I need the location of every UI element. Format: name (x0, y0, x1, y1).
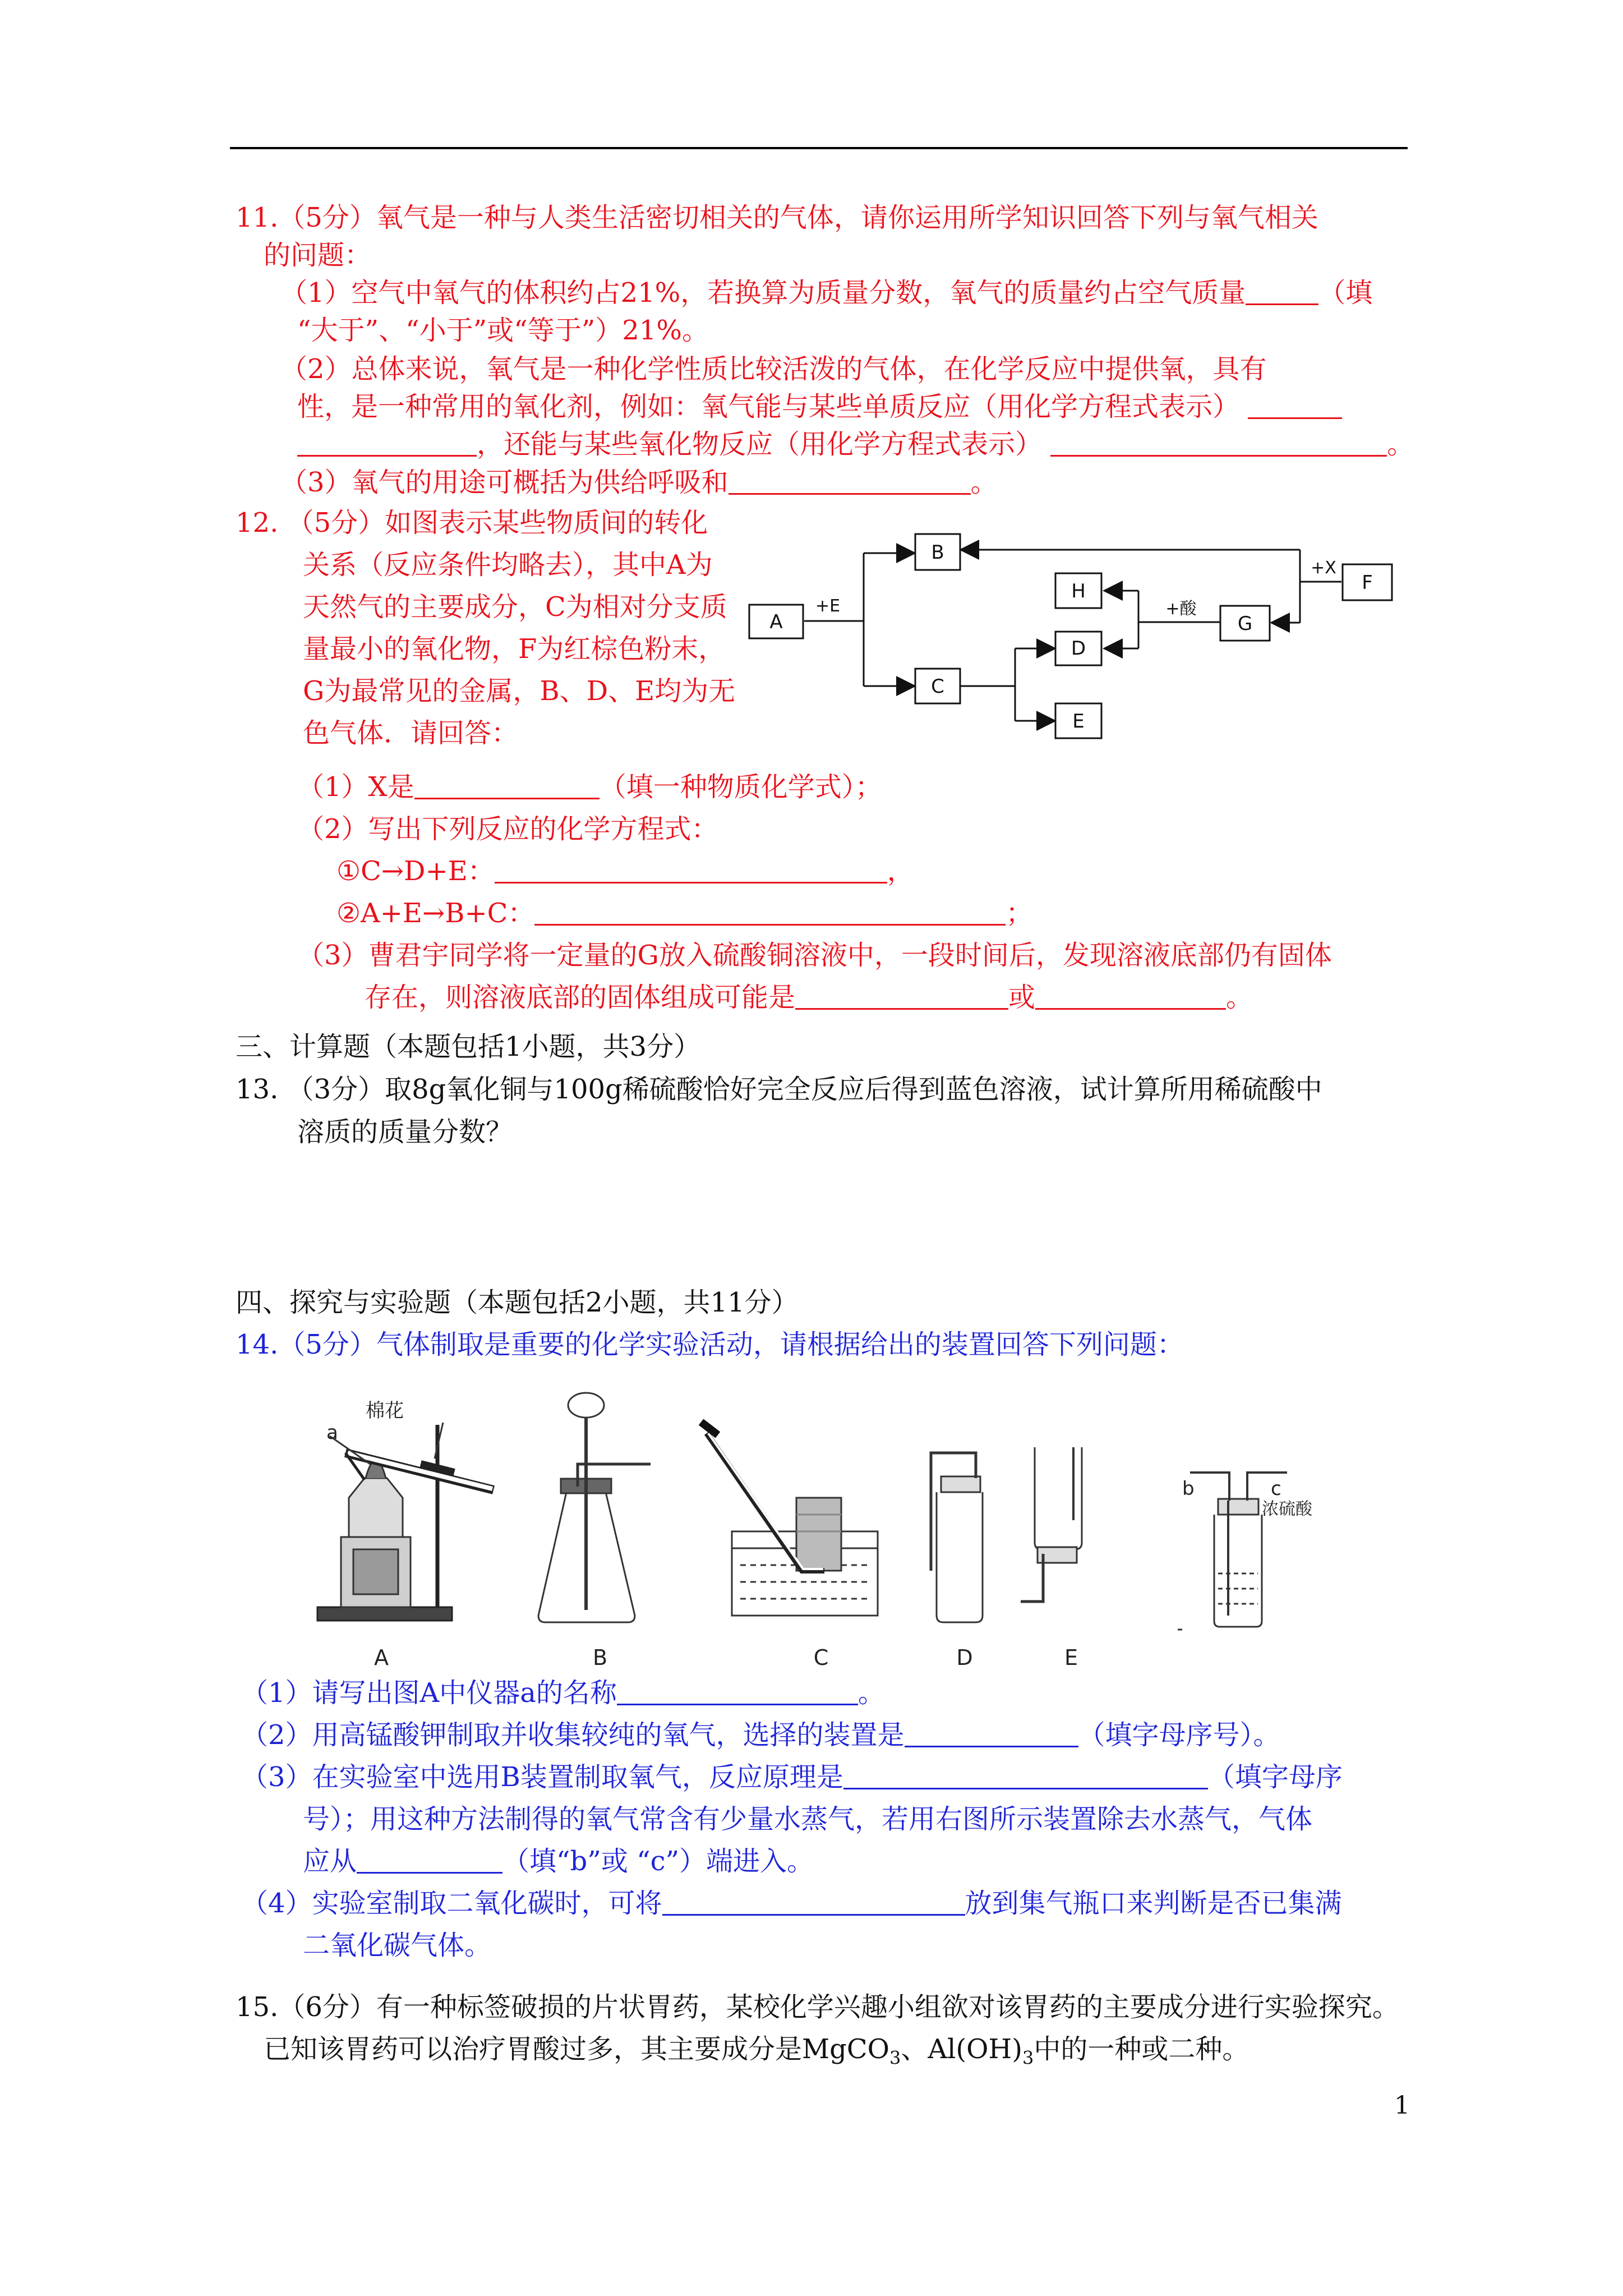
node-G: G (1237, 613, 1253, 635)
node-B: B (931, 541, 944, 564)
q12-part1: （1）X是 （填一种物质化学式）； (297, 771, 882, 803)
q12-eq1: ①C→D+E： ， (336, 855, 914, 887)
q14-blank-2[interactable] (905, 1721, 1078, 1747)
q11-blank-2b[interactable] (297, 430, 477, 457)
q14-part4-line1: （4）实验室制取二氧化碳时，可将 放到集气瓶口来判断是否已集满 (241, 1888, 1342, 1919)
q12-part3-line1: （3）曹君宇同学将一定量的G放入硫酸铜溶液中，一段时间后，发现溶液底部仍有固体 (297, 940, 1332, 971)
q11-stem-line2: 的问题： (264, 240, 372, 271)
node-D: D (1071, 637, 1086, 660)
caption-B: B (592, 1645, 608, 1670)
q14-part3-line3: 应从 （填“b”或 “c”）端进入。 (303, 1846, 814, 1877)
q11-blank-1[interactable] (1246, 279, 1318, 305)
label-conc-sulfuric-acid: 浓硫酸 (1262, 1499, 1312, 1519)
q14-part3-line2: 号）；用这种方法制得的氧气常含有少量水蒸气，若用右图所示装置除去水蒸气，气体 (303, 1803, 1313, 1835)
q12-blank-eq1[interactable] (495, 857, 887, 884)
q12-part3-line2: 存在，则溶液底部的固体组成可能是 或 。 (365, 982, 1253, 1013)
label-b: b (1182, 1478, 1195, 1500)
label-plus-acid: +酸 (1165, 599, 1197, 619)
q11-part2-line3: ，还能与某些氧化物反应（用化学方程式表示） 。 (297, 427, 1414, 461)
q11-part1-line2: “大于”、“小于”或“等于”）21%。 (297, 315, 709, 346)
caption-C: C (813, 1645, 829, 1670)
q11-blank-2c[interactable] (1050, 430, 1387, 457)
q12-part2: （2）写出下列反应的化学方程式： (297, 813, 718, 845)
q14-part4-line2: 二氧化碳气体。 (303, 1930, 492, 1961)
q11-part3: （3）氧气的用途可概括为供给呼吸和 。 (280, 467, 998, 498)
q13-line2: 溶质的质量分数？ (297, 1116, 513, 1148)
q11-blank-2a[interactable] (1248, 393, 1342, 419)
q13-line1: 13. （3分）取8g氧化铜与100g稀硫酸恰好完全反应后得到蓝色溶液，试计算所用稀硫酸中 (236, 1074, 1322, 1105)
label-cotton: 棉花 (366, 1400, 404, 1422)
label-c: c (1271, 1478, 1281, 1500)
q14-stem: 14.（5分）气体制取是重要的化学实验活动，请根据给出的装置回答下列问题： (236, 1329, 1184, 1360)
caption-A: A (374, 1645, 389, 1670)
q11-stem-line1: 11.（5分）氧气是一种与人类生活密切相关的气体，请你运用所学知识回答下列与氧气相关 (236, 202, 1318, 233)
label-plus-E: +E (815, 596, 841, 616)
q12-blank-eq2[interactable] (534, 899, 1006, 926)
caption-D: D (956, 1645, 973, 1670)
q12-blank-3a[interactable] (795, 983, 1008, 1010)
q11-part2-line2: 性，是一种常用的氧化剂，例如：氧气能与某些单质反应（用化学方程式表示） (297, 390, 1342, 424)
caption-E: E (1064, 1645, 1078, 1670)
node-F: F (1362, 572, 1373, 594)
q14-blank-4[interactable] (662, 1889, 965, 1916)
q12-stem-line1: 12. （5分）如图表示某些物质间的转化 (236, 507, 708, 539)
apparatus-figure (314, 1380, 1335, 1672)
q12-stem-line5: G为最常见的金属，B、D、E均为无 (303, 675, 736, 707)
q12-eq2: ②A+E→B+C： ； (336, 898, 1033, 929)
q14-part3-line1: （3）在实验室中选用B装置制取氧气，反应原理是 （填字母序 (241, 1761, 1343, 1793)
q12-stem-line4: 量最小的氧化物，F为红棕色粉末， (303, 633, 726, 665)
section-4-title: 四、探究与实验题（本题包括2小题，共11分） (236, 1287, 799, 1318)
q12-blank-3b[interactable] (1035, 983, 1226, 1010)
conversion-diagram (746, 522, 1419, 757)
label-plus-X: +X (1311, 558, 1336, 578)
q15-line2: 已知该胃药可以治疗胃酸过多，其主要成分是MgCO$_3$、$Al(OH)_3$中的一种或二种。 (264, 2033, 1249, 2069)
q14-part1: （1）请写出图A中仪器a的名称 。 (241, 1677, 885, 1709)
q12-blank-1[interactable] (414, 773, 600, 799)
node-A: A (769, 611, 783, 633)
q11-part1-line1: （1）空气中氧气的体积约占21%，若换算为质量分数，氧气的质量约占空气质量 （填 (280, 277, 1373, 309)
q14-blank-3a[interactable] (843, 1763, 1208, 1789)
header-rule (230, 147, 1408, 149)
q12-stem-line6: 色气体．请回答： (303, 717, 519, 749)
q12-stem-line2: 关系（反应条件均略去），其中A为 (303, 549, 713, 581)
label-a: a (326, 1421, 338, 1444)
node-H: H (1071, 580, 1086, 602)
q11-blank-3[interactable] (728, 468, 971, 495)
q14-blank-3b[interactable] (357, 1847, 502, 1874)
page-number: 1 (1394, 2091, 1410, 2120)
q12-stem-line3: 天然气的主要成分，C为相对分支质 (303, 591, 727, 623)
q14-blank-1[interactable] (617, 1679, 858, 1705)
q14-part2: （2）用高锰酸钾制取并收集较纯的氧气，选择的装置是 （填字母序号）。 (241, 1719, 1280, 1751)
node-E: E (1072, 710, 1085, 733)
node-C: C (931, 675, 944, 698)
section-3-title: 三、计算题（本题包括1小题，共3分） (236, 1031, 701, 1062)
q15-line1: 15.（6分）有一种标签破损的片状胃药，某校化学兴趣小组欲对该胃药的主要成分进行实验探究。 (236, 1991, 1399, 2023)
q11-part2-line1: （2）总体来说，氧气是一种化学性质比较活泼的气体，在化学反应中提供氧，具有 (280, 353, 1267, 385)
